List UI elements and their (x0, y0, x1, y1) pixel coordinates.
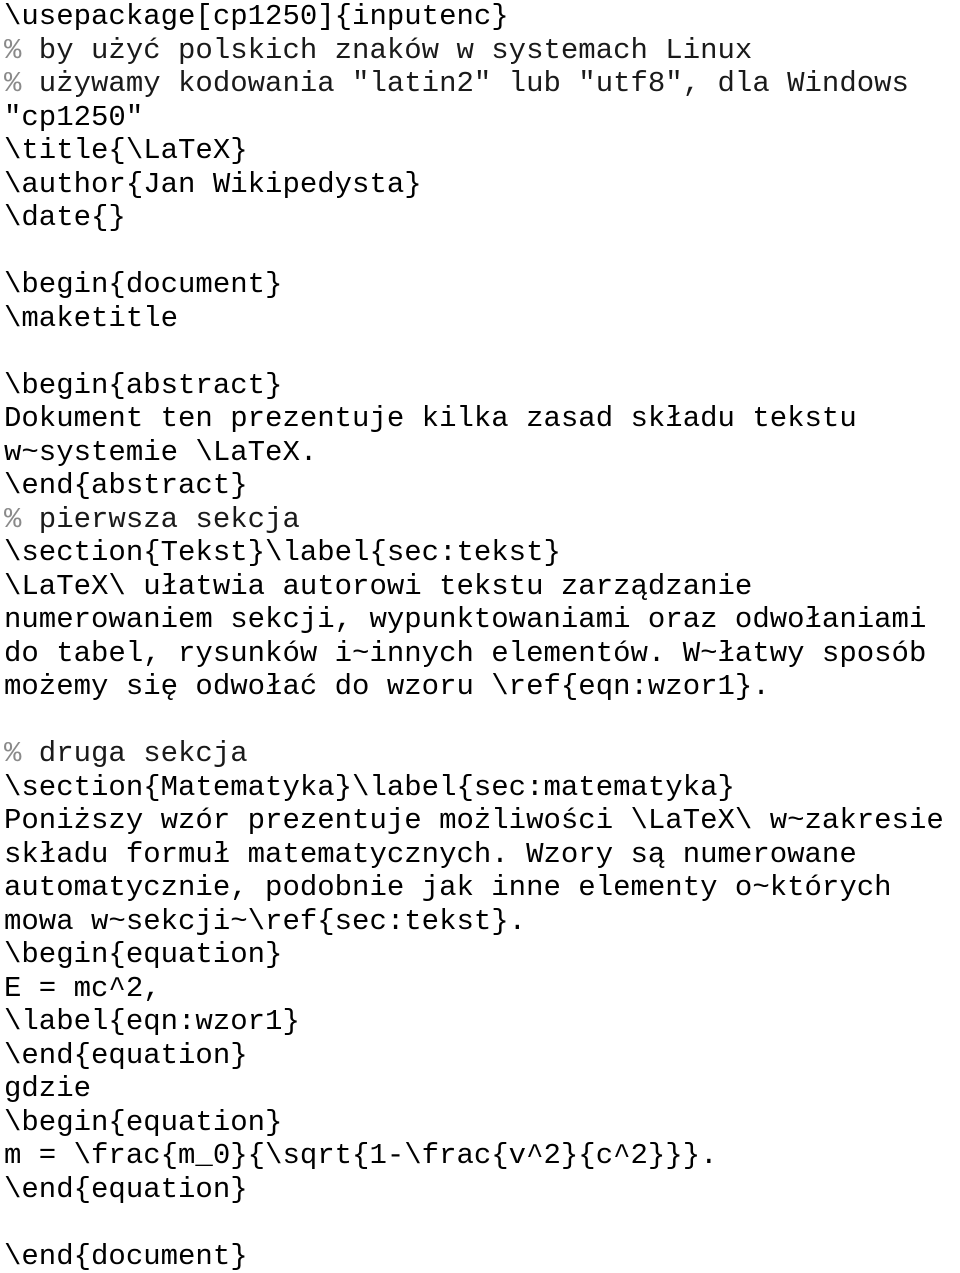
code-line: \end{abstract} (4, 469, 960, 503)
code-line: \section{Tekst}\label{sec:tekst} (4, 536, 960, 570)
code-line: \maketitle (4, 302, 960, 336)
comment-line: % używamy kodowania "latin2" lub "utf8", dla Windows (4, 67, 960, 101)
latex-code-listing (4, 0, 960, 1273)
comment-marker: % (4, 503, 21, 536)
blank-line (4, 704, 960, 738)
code-line: Poniższy wzór prezentuje możliwości \LaTeX\ w~zakresie (4, 804, 960, 838)
blank-line (4, 335, 960, 369)
code-line: m = \frac{m_0}{\sqrt{1-\frac{v^2}{c^2}}}. (4, 1139, 960, 1173)
code-line: \section{Matematyka}\label{sec:matematyka} (4, 771, 960, 805)
code-line: \begin{document} (4, 268, 960, 302)
comment-line: % by użyć polskich znaków w systemach Linux (4, 34, 960, 68)
code-line: \begin{equation} (4, 938, 960, 972)
code-line: \date{} (4, 201, 960, 235)
code-line: \usepackage[cp1250]{inputenc} (4, 0, 960, 34)
code-line: \label{eqn:wzor1} (4, 1005, 960, 1039)
code-line: E = mc^2, (4, 972, 960, 1006)
code-line: gdzie (4, 1072, 960, 1106)
code-line: składu formuł matematycznych. Wzory są numerowane (4, 838, 960, 872)
comment-marker: % (4, 34, 21, 67)
code-line: \begin{abstract} (4, 369, 960, 403)
blank-line (4, 1206, 960, 1240)
code-line: \end{equation} (4, 1039, 960, 1073)
code-line: \author{Jan Wikipedysta} (4, 168, 960, 202)
blank-line (4, 235, 960, 269)
code-line: Dokument ten prezentuje kilka zasad składu tekstu (4, 402, 960, 436)
code-line: \begin{equation} (4, 1106, 960, 1140)
comment-marker: % (4, 737, 21, 770)
comment-line: % druga sekcja (4, 737, 960, 771)
code-line: numerowaniem sekcji, wypunktowaniami oraz odwołaniami (4, 603, 960, 637)
code-line: \title{\LaTeX} (4, 134, 960, 168)
code-line: \LaTeX\ ułatwia autorowi tekstu zarządzanie (4, 570, 960, 604)
code-line: mowa w~sekcji~\ref{sec:tekst}. (4, 905, 960, 939)
code-line: do tabel, rysunków i~innych elementów. W~łatwy sposób (4, 637, 960, 671)
code-line: w~systemie \LaTeX. (4, 436, 960, 470)
comment-line: % pierwsza sekcja (4, 503, 960, 537)
code-line: "cp1250" (4, 101, 960, 135)
code-line: automatycznie, podobnie jak inne elementy o~których (4, 871, 960, 905)
code-line: możemy się odwołać do wzoru \ref{eqn:wzor1}. (4, 670, 960, 704)
comment-marker: % (4, 67, 21, 100)
code-line: \end{equation} (4, 1173, 960, 1207)
code-line: \end{document} (4, 1240, 960, 1273)
